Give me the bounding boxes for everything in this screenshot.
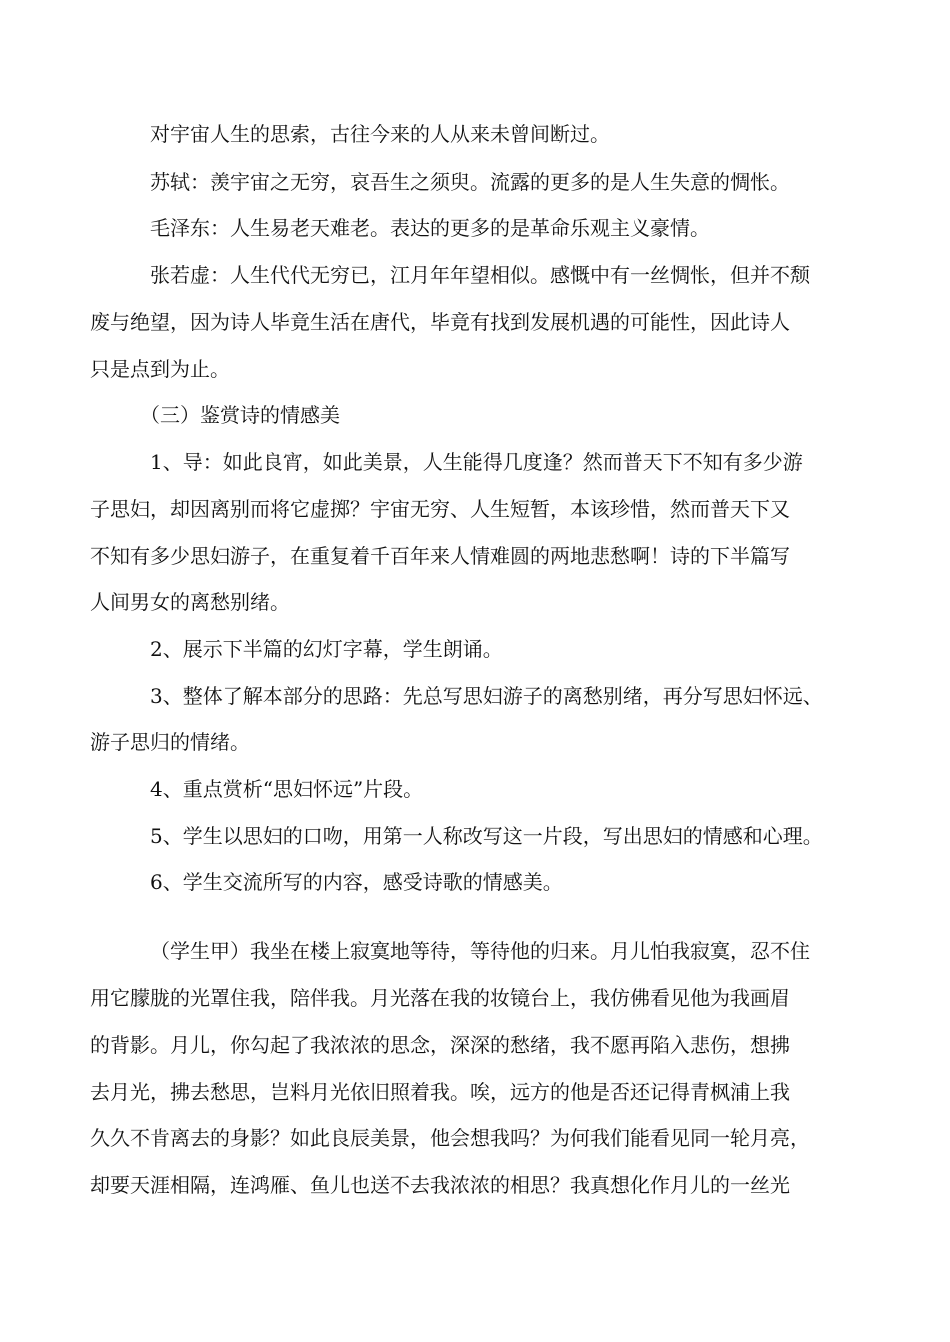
list-item: 2、展示下半篇的幻灯字幕，学生朗诵。 [150, 637, 503, 661]
paragraph-line: 张若虚：人生代代无穷已，江月年年望相似。感慨中有一丝惆怅，但并不颓 [150, 263, 810, 287]
paragraph-line: 不知有多少思妇游子，在重复着千百年来人情难圆的两地悲愁啊！诗的下半篇写 [90, 544, 790, 568]
list-item: 3、整体了解本部分的思路：先总写思妇游子的离愁别绪，再分写思妇怀远、 [150, 684, 823, 708]
list-item: 1、导：如此良宵，如此美景，人生能得几度逢？然而普天下不知有多少游 [150, 450, 803, 474]
paragraph-line: 去月光，拂去愁思，岂料月光依旧照着我。唉，远方的他是否还记得青枫浦上我 [90, 1080, 790, 1104]
list-item: 4、重点赏析“思妇怀远”片段。 [150, 777, 424, 801]
paragraph-line: 对宇宙人生的思索，古往今来的人从来未曾间断过。 [150, 122, 610, 146]
paragraph-line: 用它朦胧的光罩住我，陪伴我。月光落在我的妆镜台上，我仿佛看见他为我画眉 [90, 986, 790, 1010]
paragraph-line: （学生甲）我坐在楼上寂寞地等待，等待他的归来。月儿怕我寂寞，忍不住 [150, 939, 810, 963]
paragraph-line: 废与绝望，因为诗人毕竟生活在唐代，毕竟有找到发展机遇的可能性，因此诗人 [90, 310, 790, 334]
paragraph-line: 游子思归的情绪。 [90, 730, 250, 754]
paragraph-line: 久久不肯离去的身影？如此良辰美景，他会想我吗？为何我们能看见同一轮月亮， [90, 1126, 810, 1150]
paragraph-line: 毛泽东：人生易老天难老。表达的更多的是革命乐观主义豪情。 [150, 216, 710, 240]
paragraph-line: 只是点到为止。 [90, 357, 230, 381]
list-item: 5、学生以思妇的口吻，用第一人称改写这一片段，写出思妇的情感和心理。 [150, 824, 823, 848]
paragraph-line: 的背影。月儿，你勾起了我浓浓的思念，深深的愁绪，我不愿再陷入悲伤，想拂 [90, 1033, 790, 1057]
list-item: 6、学生交流所写的内容，感受诗歌的情感美。 [150, 870, 563, 894]
paragraph-line: 人间男女的离愁别绪。 [90, 590, 290, 614]
section-heading: （三）鉴赏诗的情感美 [140, 403, 340, 427]
paragraph-line: 苏轼：羡宇宙之无穷，哀吾生之须臾。流露的更多的是人生失意的惆怅。 [150, 170, 790, 194]
paragraph-line: 却要天涯相隔，连鸿雁、鱼儿也送不去我浓浓的相思？我真想化作月儿的一丝光 [90, 1173, 790, 1197]
paragraph-line: 子思妇，却因离别而将它虚掷？宇宙无穷、人生短暂，本该珍惜，然而普天下又 [90, 497, 790, 521]
